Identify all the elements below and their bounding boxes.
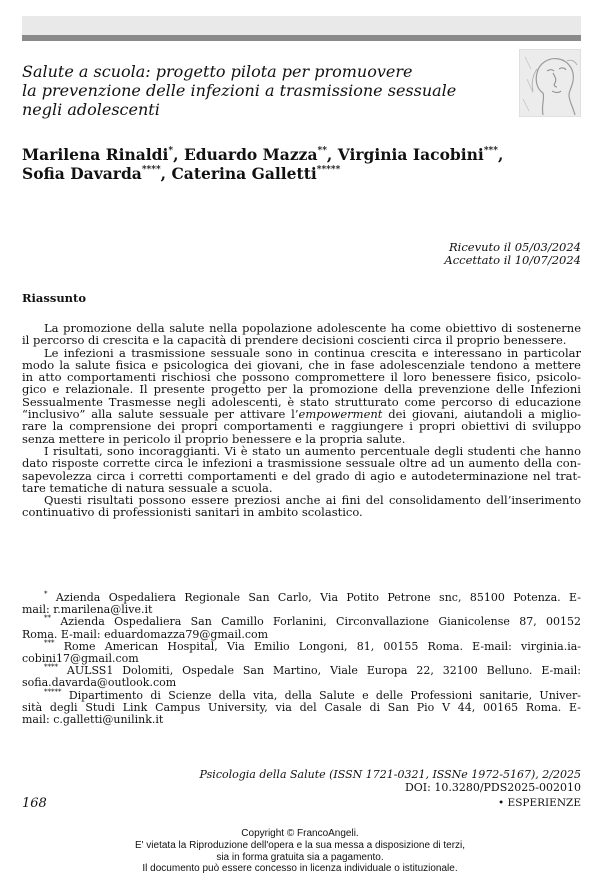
section-portrait-icon — [519, 49, 581, 117]
text-fragment: Azienda Ospedaliera Regionale San Carlo, Via Potito Petrone snc, 85100 Potenza. E- — [55, 591, 582, 604]
copyright-line: E' vietata la Riproduzione dell'opera e la sua messa a disposizione di terzi, — [134, 839, 466, 851]
text-line: mail: r.marilena@live.it — [22, 603, 153, 617]
text-line: I risultati, sono incoraggianti. Vi è stato un aumento percentuale degli studenti che hanno — [44, 443, 581, 458]
text-line: continuativo di professionisti sanitari in ambito scolastico. — [22, 505, 363, 520]
affiliation-mark: * — [168, 146, 174, 156]
abstract-paragraph — [22, 494, 581, 519]
text-line — [22, 616, 581, 628]
footnote-mark: *** — [44, 638, 55, 647]
footnote-mark: ***** — [44, 687, 62, 696]
footnote — [22, 638, 581, 666]
abstract-heading: Riassunto — [22, 291, 87, 305]
text-line: rare la comprensione dei propri comportamenti e raggiungere i propri obiettivi di sviluppo — [22, 419, 581, 434]
text-line: Le infezioni a trasmissione sessuale sono in continua crescita e interessano in particolar — [44, 345, 581, 360]
separator: , — [326, 145, 338, 164]
journal-name: Psicologia della Salute (ISSN 1721-0321, ISSNe 1972-5167), 2/2025 — [199, 768, 581, 781]
text-line: Sessualmente Trasmesse negli adolescenti, è stato strutturato come percorso di educazione — [22, 394, 581, 409]
text-fragment: Dipartimento di Scienze della vita, della Salute e delle Professioni sanitarie, Univer- — [68, 688, 581, 702]
copyright-line: sia in forma gratuita sia a pagamento. — [216, 851, 384, 863]
affiliation-mark: ***** — [316, 165, 341, 175]
author-line — [22, 164, 503, 183]
author-name: Sofia Davarda — [22, 164, 142, 183]
text-line: sapevolezza circa i corretti comportamenti e del grado di agio e autodeterminazione nel trat- — [22, 468, 581, 483]
text-line: senza mettere in pericolo il proprio benessere e la propria salute. — [22, 431, 406, 446]
abstract-body — [22, 322, 581, 519]
text-line: cobini17@gmail.com — [22, 652, 139, 666]
text-line: Questi risultati possono essere preziosi anche ai fini del consolidamento dell’inserimento — [44, 493, 581, 508]
affiliation-footnotes — [22, 592, 581, 726]
title-line: negli adolescenti — [22, 100, 160, 119]
doi: DOI: 10.3280/PDS2025-002010 — [404, 780, 581, 794]
text-line: gico e relazionale. Il presente progetto per la promozione della prevenzione delle Infezioni — [22, 382, 581, 397]
article-title — [22, 62, 492, 119]
footnote — [22, 592, 581, 616]
header-rule — [22, 35, 581, 41]
journal-citation — [200, 769, 581, 794]
text-line: modo la salute fisica e psicologica dei giovani, che in fase adolescenziale tendono a mettere — [22, 357, 581, 372]
text-fragment: “inclusivo” alla salute sessuale per attivare l’ — [22, 407, 299, 422]
footnote-mark: * — [44, 590, 48, 598]
abstract-paragraph — [22, 445, 581, 494]
header-bar — [22, 16, 581, 35]
text-line: tare tematiche di natura sessuale a scuola. — [22, 480, 273, 495]
text-fragment: Rome American Hospital, Via Emilio Longoni, 81, 00155 Roma. E-mail: virginia.ia- — [63, 639, 581, 653]
author-name: Marilena Rinaldi — [22, 145, 169, 164]
text-line: Roma. E-mail: eduardomazza79@gmail.com — [22, 627, 269, 641]
abstract-paragraph — [22, 347, 581, 445]
text-line: dato risposte corrette circa le infezioni a trasmissione sessuale oltre ad un aumento della con- — [22, 456, 581, 471]
affiliation-mark: *** — [483, 146, 498, 156]
separator: , — [173, 145, 184, 164]
text-line: mail: c.galletti@unilink.it — [22, 713, 164, 727]
author-name: Virginia Iacobini — [337, 145, 484, 164]
abstract-paragraph — [22, 322, 581, 347]
text-line: sofia.davarda@outlook.com — [22, 676, 177, 690]
text-line: sità degli Studi Link Campus University, via del Casale di San Pio V 44, 00165 Roma. E- — [22, 700, 581, 714]
affiliation-mark: ** — [317, 146, 327, 156]
text-fragment: AULSS1 Dolomiti, Ospedale San Martino, Viale Europa 22, 32100 Belluno. E-mail: — [66, 664, 581, 678]
copyright-line: Copyright © FrancoAngeli. — [241, 828, 359, 839]
footnote-mark: **** — [44, 663, 58, 672]
submission-dates — [444, 241, 581, 267]
separator: , — [160, 164, 172, 183]
author-list — [22, 145, 503, 183]
emphasis: empowerment — [298, 407, 383, 422]
author-line — [22, 145, 503, 164]
footnote — [22, 616, 581, 640]
section-label: • ESPERIENZE — [498, 797, 581, 809]
title-line: la prevenzione delle infezioni a trasmissione sessuale — [22, 81, 457, 100]
received-date: Ricevuto il 05/03/2024 — [449, 240, 581, 254]
footnote — [22, 665, 581, 689]
footnote — [22, 687, 581, 727]
copyright-line: Il documento può essere concesso in licenza individuale o istituzionale. — [142, 863, 458, 875]
text-line: il percorso di crescita e la capacità di prendere decisioni coscienti circa il proprio benessere. — [22, 333, 567, 348]
text-line: La promozione della salute nella popolazione adolescente ha come obiettivo di sostenerne — [44, 321, 581, 335]
accepted-date: Accettato il 10/07/2024 — [444, 253, 581, 267]
copyright-notice — [0, 828, 600, 875]
separator: , — [497, 145, 504, 164]
footnote-mark: ** — [44, 614, 51, 623]
title-line: Salute a scuola: progetto pilota per promuovere — [22, 62, 413, 81]
page-number: 168 — [22, 796, 47, 811]
text-line — [22, 687, 581, 702]
text-line: in atto comportamenti rischiosi che possono compromettere il loro benessere fisico, psicolo- — [22, 370, 581, 385]
author-name: Caterina Galletti — [171, 164, 317, 183]
text-fragment: dei giovani, aiutandoli a miglio- — [382, 407, 581, 422]
author-name: Eduardo Mazza — [183, 145, 318, 164]
text-fragment: Azienda Ospedaliera San Camillo Forlanini, Circonvallazione Gianicolense 87, 00152 — [60, 615, 582, 629]
affiliation-mark: **** — [141, 165, 161, 175]
